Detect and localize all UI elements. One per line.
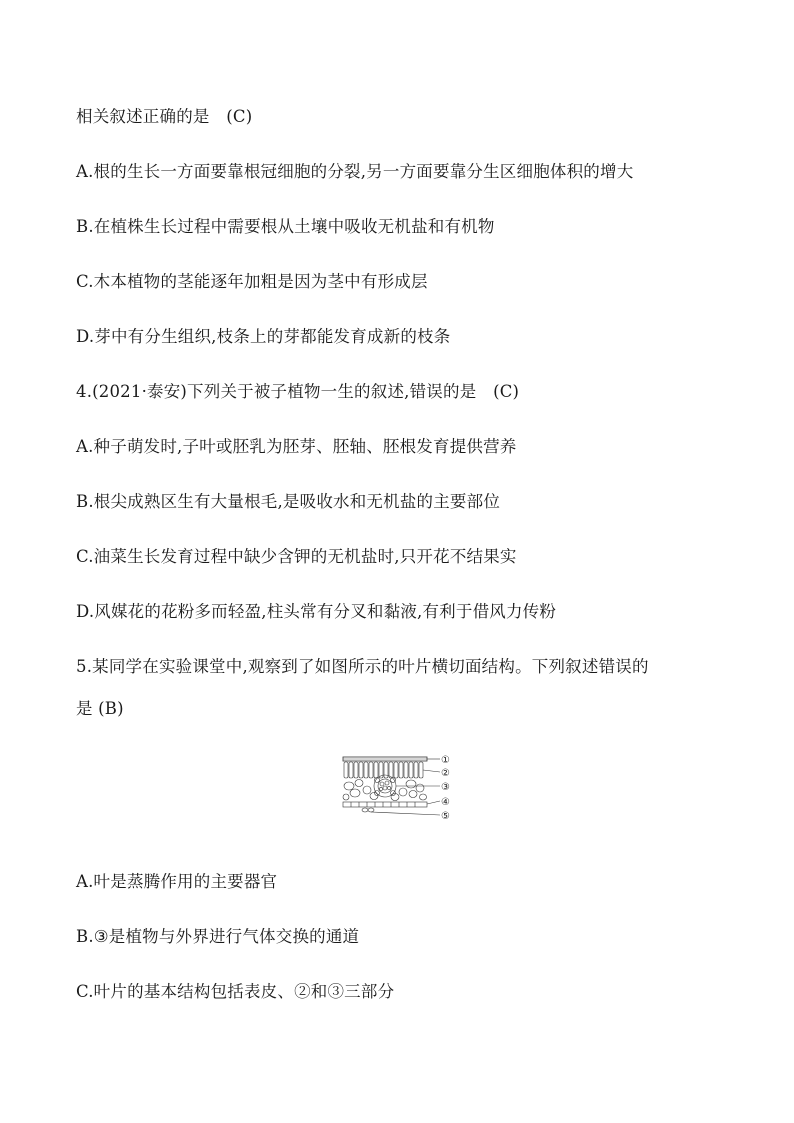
figure-label-4: ④: [441, 797, 450, 808]
question-4-option-d: D.风媒花的花粉多而轻盈,柱头常有分叉和黏液,有利于借风力传粉: [76, 602, 557, 621]
leaf-cross-section-figure: [341, 752, 459, 828]
question-5-option-c: C.叶片的基本结构包括表皮、②和③三部分: [76, 982, 395, 1001]
question-4-option-c: C.油菜生长发育过程中缺少含钾的无机盐时,只开花不结果实: [76, 547, 517, 566]
question-4-option-b: B.根尖成熟区生有大量根毛,是吸收水和无机盐的主要部位: [76, 492, 501, 511]
figure-label-2: ②: [441, 768, 450, 779]
question-4-option-a: A.种子萌发时,子叶或胚乳为胚芽、胚轴、胚根发育提供营养: [76, 437, 517, 456]
figure-label-1: ①: [441, 755, 450, 766]
figure-label-3: ③: [441, 782, 450, 793]
question-5-stem-line-2: 是 (B): [76, 699, 124, 718]
question-5-stem-line-1: 5.某同学在实验课堂中,观察到了如图所示的叶片横切面结构。下列叙述错误的: [76, 657, 649, 676]
question-3-option-d: D.芽中有分生组织,枝条上的芽都能发育成新的枝条: [76, 327, 451, 346]
question-3-option-b: B.在植株生长过程中需要根从土壤中吸收无机盐和有机物: [76, 217, 495, 236]
question-5-option-b: B.③是植物与外界进行气体交换的通道: [76, 927, 360, 946]
question-3-stem-continued: 相关叙述正确的是 (C): [76, 107, 253, 126]
figure-label-5: ⑤: [441, 811, 450, 822]
question-3-option-a: A.根的生长一方面要靠根冠细胞的分裂,另一方面要靠分生区细胞体积的增大: [76, 162, 634, 181]
question-4-stem: 4.(2021·泰安)下列关于被子植物一生的叙述,错误的是 (C): [76, 382, 520, 401]
question-3-option-c: C.木本植物的茎能逐年加粗是因为茎中有形成层: [76, 272, 428, 291]
question-5-option-a: A.叶是蒸腾作用的主要器官: [76, 872, 278, 891]
